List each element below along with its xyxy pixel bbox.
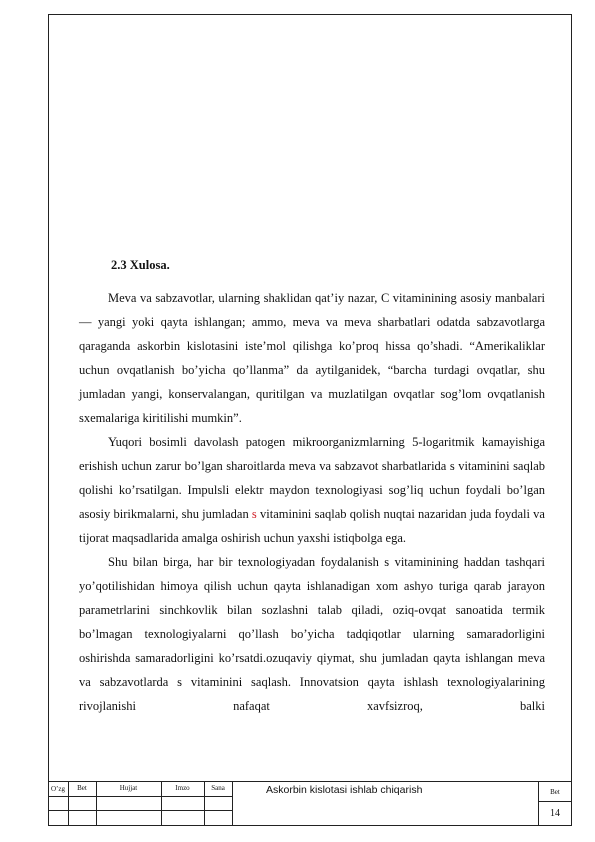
page-number: 14 (550, 808, 560, 819)
label-ozg: O’zg (51, 785, 65, 793)
title-block-col-line-5 (232, 781, 233, 826)
paragraph-2-text-a: Yuqori bosimli davolash patogen mikroorganizmlarning 5-logaritmik kamayishiga erishish uchun zarur bo’lgan sharoitlarda meva va sabzavot sharbatlarida s vitaminini saqlab qolishi ko’rsatilgan. Impulsli elektr maydon texnologiyasi sog’liq uchun foydali bo’lgan asosiy birikmalarni, shu jumladan (79, 435, 545, 521)
label-bet-right: Bet (550, 788, 560, 796)
label-bet: Bet (77, 784, 87, 792)
paragraph-2-text-b: vitaminini saqlab qolish nuqtai nazaridan juda foydali va tijorat maqsadlarida amalga oshirish uchun yaxshi istiqbolga ega. (79, 507, 545, 545)
paragraph-2 (79, 430, 545, 550)
label-sana: Sana (211, 784, 225, 792)
title-block-page-line (538, 801, 572, 802)
label-imzo: Imzo (175, 784, 190, 792)
section-heading: 2.3 Xulosa. (111, 258, 170, 272)
title-block-top-line (48, 781, 572, 782)
label-hujjat: Hujjat (119, 784, 138, 792)
title-block (48, 781, 572, 826)
document-title: Askorbin kislotasi ishlab chiqarish (266, 784, 423, 796)
paragraph-3: Shu bilan birga, har bir texnologiyadan foydalanish s vitaminining haddan tashqari yo’qotilishidan himoya qilish uchun qayta ishlanadigan xom ashyo turiga qarab jarayon parametrlarini sinchkovlik bilan sozlashni talab qiladi, oziq-ovqat sanoatida termik bo’lmagan texnologiyalarni qo’llash bo’yicha tadqiqotlar ularning samaradorligini oshirishda samaradorligini ko’rsatdi.ozuqaviy qiymat, shu jumladan qayta ishlangan meva va sabzavotlarda s vitaminini saqlash. Innovatsion qayta ishlash texnologiyalarining rivojlanishi nafaqat xavfsizroq, balki (79, 555, 545, 713)
paragraph-1: Meva va sabzavotlar, ularning shaklidan qat’iy nazar, C vitaminining asosiy manbalari — yangi yoki qayta ishlangan; ammo, meva va meva sharbatlari odatda sabzavotlarga qaraganda askorbin kislotasini iste’mol qilishga ko’proq hissa qo’shadi. “Amerikaliklar uchun ovqatlanish bo’yicha qo’llanma” da aytilganidek, “barcha turdagi ovqatlar, shu jumladan yangi, konservalangan, quritilgan va muzlatilgan ovqatlar sog’lom ovqatlanish sxemalariga kiritilishi mumkin”. (79, 291, 545, 425)
paragraph-2-highlight: s (251, 507, 257, 521)
section-body (79, 286, 545, 718)
